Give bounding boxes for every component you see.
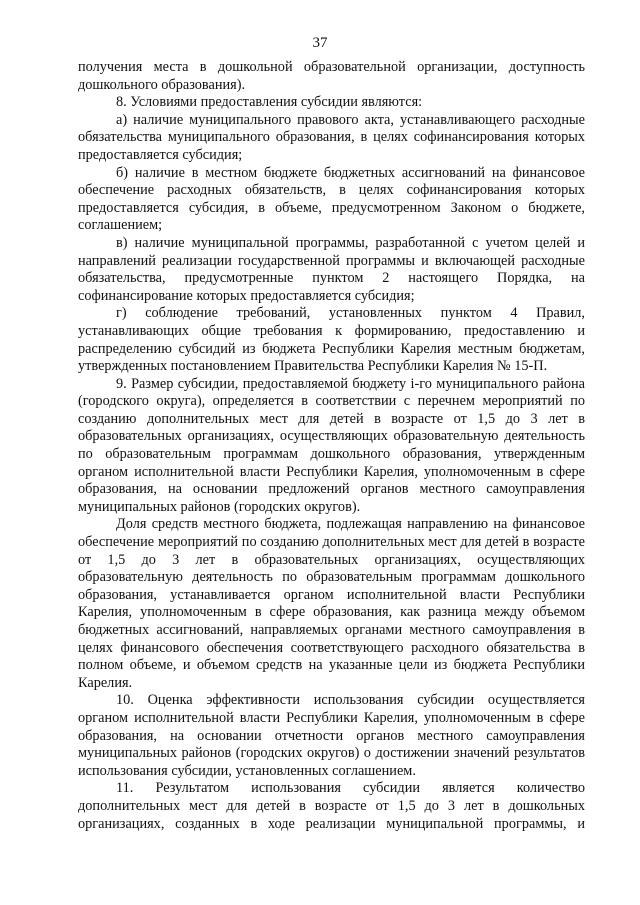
paragraph-9-share: Доля средств местного бюджета, подлежащая направлению на финансовое обеспечение мероприятий по созданию дополнительных мест для детей в возрасте от 1,5 до 3 лет в образовательных организациях, осуществляющих образовательную деятельность по образовательным программам дошкольного образования, устанавливается органом исполнительной власти Республики Карелия, уполномоченным в сфере образования, как разница между объемом бюджетных ассигнований, направляемых органами местного самоуправления в целях финансового обеспечения соответствующего расходного обязательства в полном объеме, и объемом средств на указанные цели из бюджета Республики Карелия. [78, 516, 585, 691]
document-body [78, 59, 585, 833]
paragraph-8-heading: 8. Условиями предоставления субсидии являются: [116, 94, 423, 111]
paragraph-8-b: б) наличие в местном бюджете бюджетных ассигнований на финансовое обеспечение расходных обязательств, в целях софинансирования которых предоставляется субсидия, в объеме, предусмотренном Законом о бюджете, соглашением; [78, 164, 585, 234]
paragraph-8-a: а) наличие муниципального правового акта, устанавливающего расходные обязательства муниципального образования, в целях софинансирования которых предоставляется субсидия; [78, 111, 585, 163]
paragraph-8-v: в) наличие муниципальной программы, разработанной с учетом целей и направлений реализации государственной программы и включающей расходные обязательства, предусмотренные пунктом 2 настоящего Порядка, на софинансирование которых предоставляется субсидия; [78, 234, 585, 304]
paragraph-continuation: получения места в дошкольной образовательной организации, доступность дошкольного образования). [78, 59, 585, 93]
paragraph-11: 11. Результатом использования субсидии является количество дополнительных мест для детей в возрасте от 1,5 до 3 лет в дошкольных организациях, созданных в ходе реализации муниципальной программы, и [78, 780, 585, 832]
paragraph-10: 10. Оценка эффективности использования субсидии осуществляется органом исполнительной власти Республики Карелия, уполномоченным в сфере образования, на основании отчетности органов местного самоуправления муниципальных районов (городских округов) о достижении значений результатов использования субсидии, установленных соглашением. [78, 692, 585, 779]
paragraph-8-g: г) соблюдение требований, установленных пунктом 4 Правил, устанавливающих общие требования к формированию, предоставлению и распределению субсидий из бюджета Республики Карелия местным бюджетам, утвержденных постановлением Правительства Республики Карелия № 15-П. [78, 305, 585, 375]
page-number: 37 [312, 35, 328, 51]
paragraph-9: 9. Размер субсидии, предоставляемой бюджету i-го муниципального района (городского округа), определяется в соответствии с перечнем мероприятий по созданию дополнительных мест для детей в возрасте от 1,5 до 3 лет в образовательных организациях, осуществляющих образовательную деятельность по образовательным программам дошкольного образования, утвержденным органом исполнительной власти Республики Карелия, уполномоченным в сфере образования, на основании предложений органов местного самоуправления муниципальных районов (городских округов). [78, 375, 585, 515]
